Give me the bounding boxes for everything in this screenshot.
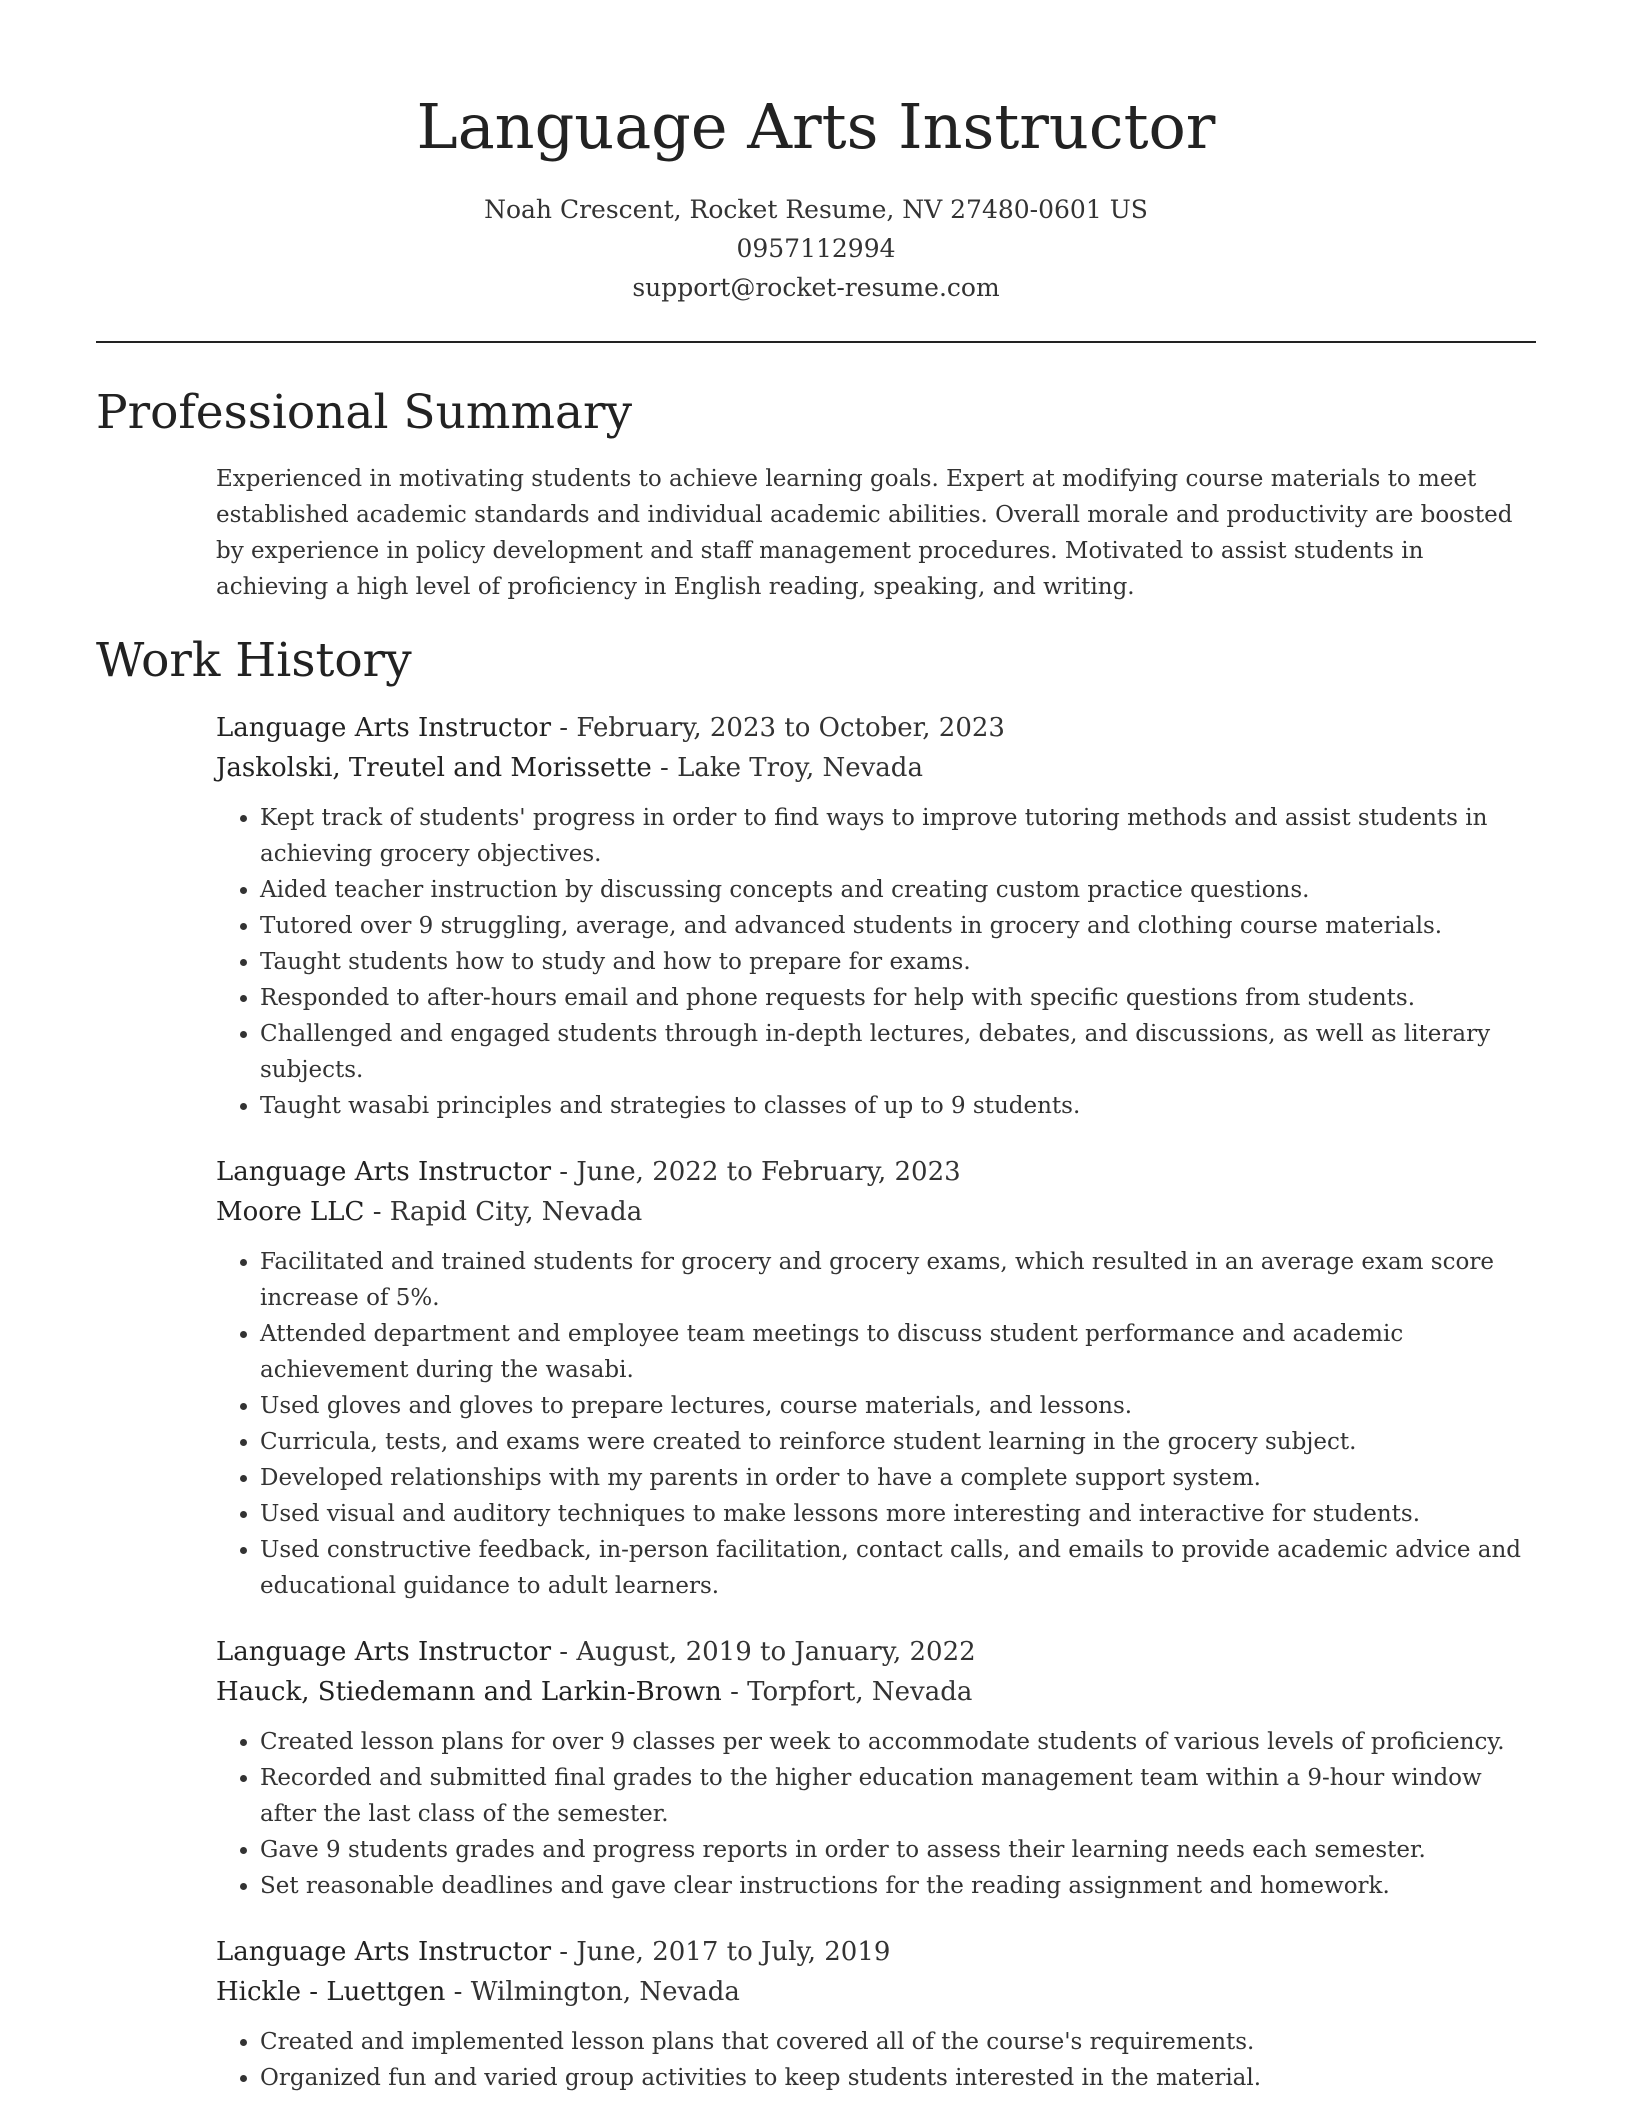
job-location: Lake Troy, Nevada [677,753,923,783]
address-text: Noah Crescent, Rocket Resume, NV 27480-0601 US [484,195,1148,224]
job-company-line [216,748,1536,788]
separator: - [551,1937,577,1967]
separator: - [551,1157,577,1187]
job-entry [216,1932,1536,2096]
job-bullet-list [216,800,1536,1124]
summary-heading: Professional Summary [96,385,633,440]
job-dates: August, 2019 to January, 2022 [576,1637,976,1667]
job-title: Language Arts Instructor [216,1157,552,1187]
job-entry [216,1152,1536,1604]
job-bullet-list [216,1724,1536,1904]
separator: - [721,1677,748,1707]
job-bullet: • Recorded and submitted final grades to the higher education management team within a 9-hour window after the last class of the semester. [260,1760,1536,1832]
job-dates: June, 2022 to February, 2023 [576,1157,961,1187]
job-company: Jaskolski, Treutel and Morissette [216,753,652,783]
job-title: Language Arts Instructor [216,1937,552,1967]
job-bullet: • Attended department and employee team meetings to discuss student performance and academic achievement during the wasabi. [260,1316,1536,1388]
job-bullet: • Gave 9 students grades and progress reports in order to assess their learning needs each semester. [260,1832,1536,1868]
job-bullet: • Used visual and auditory techniques to make lessons more interesting and interactive for students. [260,1496,1536,1532]
job-location: Wilmington, Nevada [470,1977,740,2007]
job-company: Hickle - Luettgen [216,1977,446,2007]
job-title: Language Arts Instructor [216,713,552,743]
job-bullet: • Curricula, tests, and exams were created to reinforce student learning in the grocery subject. [260,1424,1536,1460]
job-dates: June, 2017 to July, 2019 [576,1937,891,1967]
job-title-line [216,1932,1536,1972]
summary-text: Experienced in motivating students to achieve learning goals. Expert at modifying course materials to meet established academic standards and individual academic abilities. Overall morale and productivity are boosted by experience in policy development and staff management procedures. Motivated to assist students in achieving a high level of proficiency in English reading, speaking, and writing. [216,466,1513,600]
job-title-line [216,1152,1536,1192]
job-title-line [216,708,1536,748]
job-bullet: • Used gloves and gloves to prepare lectures, course materials, and lessons. [260,1388,1536,1424]
contact-block [0,190,1632,307]
job-bullet: • Used constructive feedback, in-person facilitation, contact calls, and emails to provide academic advice and educational guidance to adult learners. [260,1532,1536,1604]
job-bullet: • Taught wasabi principles and strategies to classes of up to 9 students. [260,1088,1536,1124]
phone-text: 0957112994 [736,234,896,263]
job-entry [216,1632,1536,1904]
job-bullet: • Set reasonable deadlines and gave clear instructions for the reading assignment and homework. [260,1868,1536,1904]
job-location: Torpfort, Nevada [747,1677,973,1707]
job-bullet: • Organized fun and varied group activities to keep students interested in the material. [260,2060,1536,2096]
job-bullet: • Developed relationships with my parents in order to have a complete support system. [260,1460,1536,1496]
job-company-line [216,1192,1536,1232]
work-history-list [216,708,1536,2124]
job-bullet: • Kept track of students' progress in order to find ways to improve tutoring methods and assist students in achieving grocery objectives. [260,800,1536,872]
resume-title: Language Arts Instructor [416,90,1216,163]
job-company-line [216,1672,1536,1712]
job-bullet: • Challenged and engaged students through in-depth lectures, debates, and discussions, as well as literary subjects. [260,1016,1536,1088]
job-bullet: • Tutored over 9 struggling, average, and advanced students in grocery and clothing course materials. [260,908,1536,944]
work-history-heading: Work History [96,633,412,688]
job-bullet: • Taught students how to study and how to prepare for exams. [260,944,1536,980]
job-bullet: • Created lesson plans for over 9 classes per week to accommodate students of various levels of proficiency. [260,1724,1536,1760]
job-bullet: • Created and implemented lesson plans that covered all of the course's requirements. [260,2024,1536,2060]
job-title-line [216,1632,1536,1672]
job-entry [216,708,1536,1124]
job-bullet: • Facilitated and trained students for grocery and grocery exams, which resulted in an average exam score increase of 5%. [260,1244,1536,1316]
job-title: Language Arts Instructor [216,1637,552,1667]
separator: - [445,1977,471,2007]
separator: - [551,713,577,743]
job-bullet-list [216,1244,1536,1604]
separator: - [364,1197,390,1227]
job-location: Rapid City, Nevada [389,1197,643,1227]
email-text: support@rocket-resume.com [632,273,1000,302]
job-bullet-list [216,2024,1536,2096]
job-bullet: • Aided teacher instruction by discussing concepts and creating custom practice questions. [260,872,1536,908]
job-company-line [216,1972,1536,2012]
header-divider [96,341,1536,343]
job-bullet: • Responded to after-hours email and phone requests for help with specific questions from students. [260,980,1536,1016]
separator: - [651,753,678,783]
job-company: Hauck, Stiedemann and Larkin-Brown [216,1677,722,1707]
job-company: Moore LLC [216,1197,365,1227]
separator: - [551,1637,577,1667]
job-dates: February, 2023 to October, 2023 [576,713,1005,743]
